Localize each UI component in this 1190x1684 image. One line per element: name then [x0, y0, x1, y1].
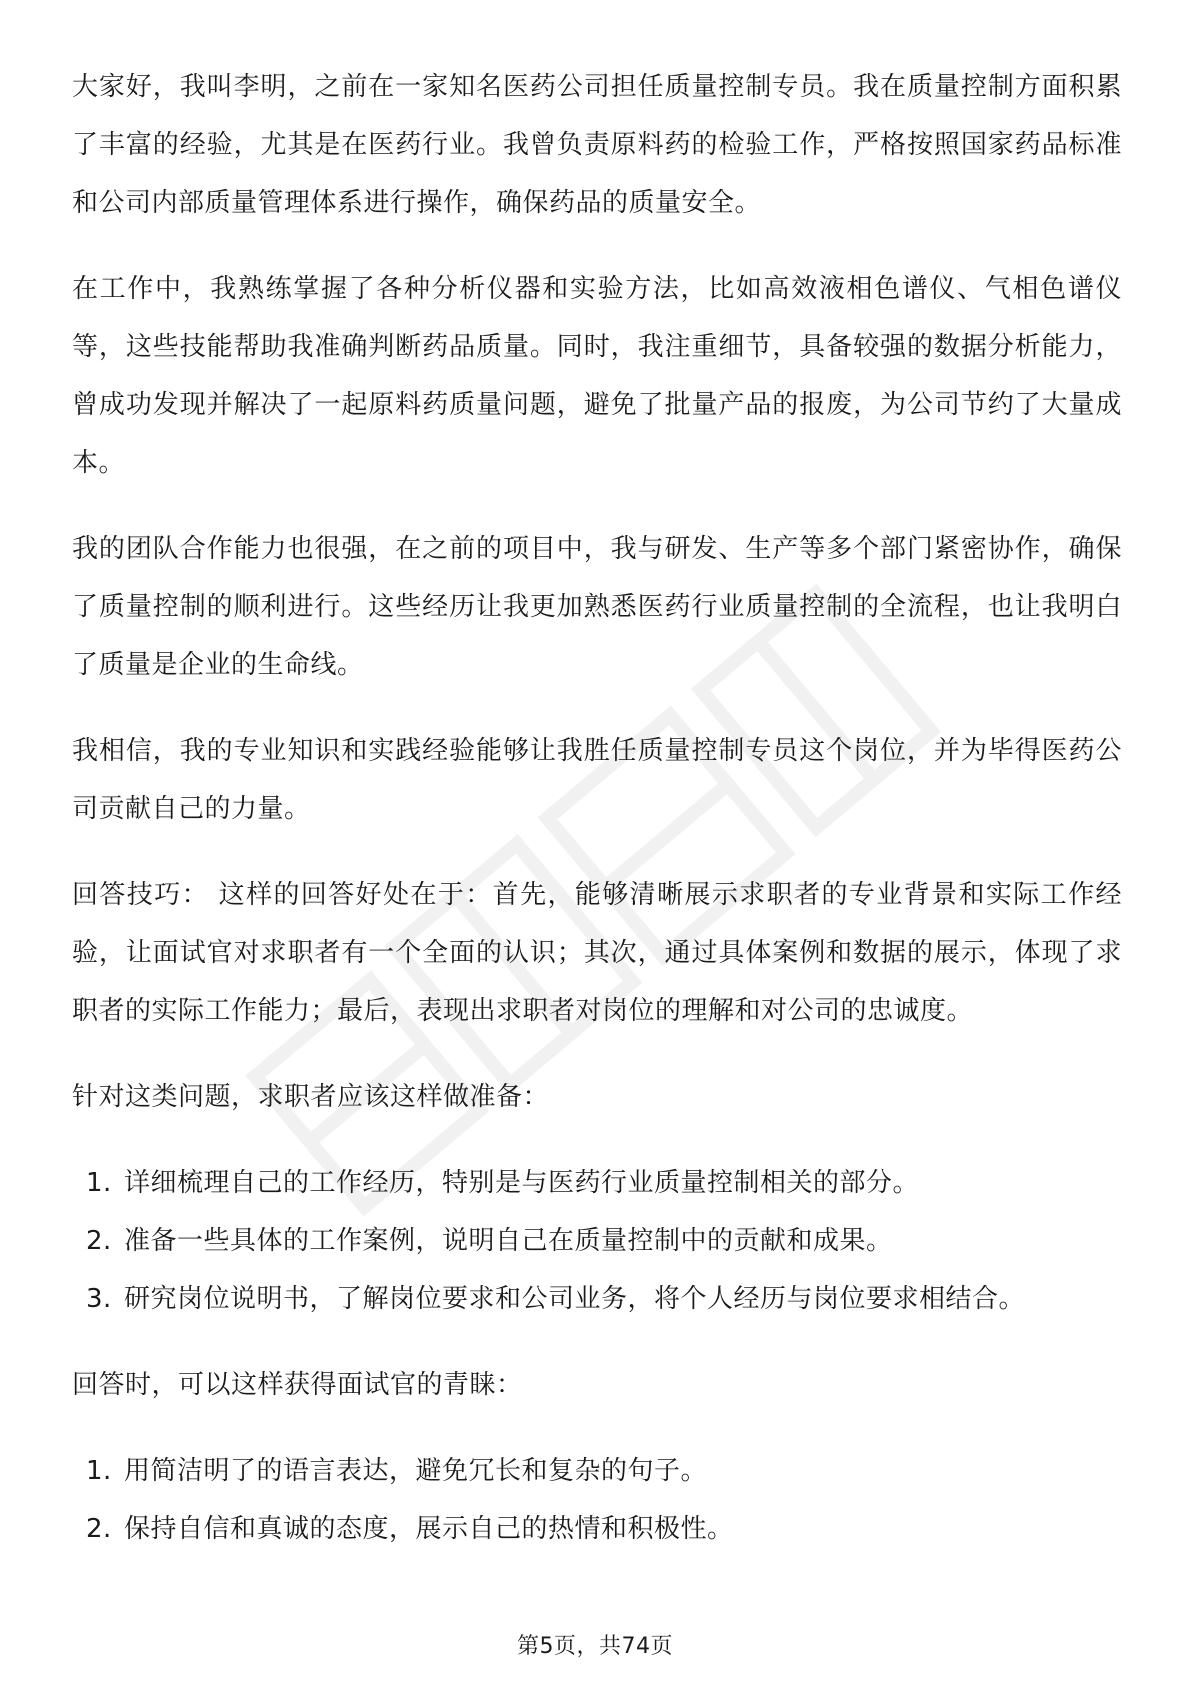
prep-list: [72, 1154, 1122, 1328]
list-item: [72, 1442, 1122, 1500]
list-text: 详细梳理自己的工作经历，特别是与医药行业质量控制相关的部分。: [124, 1168, 920, 1198]
document-body: [72, 58, 1122, 1586]
list-item: [72, 1154, 1122, 1212]
paragraph-conclusion: 我相信，我的专业知识和实践经验能够让我胜任质量控制专员这个岗位，并为毕得医药公司贡献自己的力量。: [72, 736, 1122, 824]
list-number: 2.: [86, 1514, 112, 1544]
list-text: 研究岗位说明书，了解岗位要求和公司业务，将个人经历与岗位要求相结合。: [124, 1284, 1026, 1314]
list-number: 1.: [86, 1456, 112, 1486]
answer-list: [72, 1442, 1122, 1558]
paragraph-prep-intro: 针对这类问题，求职者应该这样做准备：: [72, 1082, 550, 1112]
list-text: 用简洁明了的语言表达，避免冗长和复杂的句子。: [124, 1456, 708, 1486]
paragraph-skills: 在工作中，我熟练掌握了各种分析仪器和实验方法，比如高效液相色谱仪、气相色谱仪等，这些技能帮助我准确判断药品质量。同时，我注重细节，具备较强的数据分析能力，曾成功发现并解决了一起原料药质量问题，避免了批量产品的报废，为公司节约了大量成本。: [72, 274, 1122, 478]
list-text: 保持自信和真诚的态度，展示自己的热情和积极性。: [124, 1514, 734, 1544]
list-item: [72, 1212, 1122, 1270]
list-item: [72, 1270, 1122, 1328]
paragraph-teamwork: 我的团队合作能力也很强，在之前的项目中，我与研发、生产等多个部门紧密协作，确保了质量控制的顺利进行。这些经历让我更加熟悉医药行业质量控制的全流程，也让我明白了质量是企业的生命线。: [72, 534, 1122, 680]
list-item: [72, 1500, 1122, 1558]
page-number-footer: 第5页，共74页: [517, 1634, 673, 1659]
paragraph-answer-tips: 回答技巧： 这样的回答好处在于：首先，能够清晰展示求职者的专业背景和实际工作经验，让面试官对求职者有一个全面的认识；其次，通过具体案例和数据的展示，体现了求职者的实际工作能力；最后，表现出求职者对岗位的理解和对公司的忠诚度。: [72, 880, 1122, 1026]
list-text: 准备一些具体的工作案例，说明自己在质量控制中的贡献和成果。: [124, 1226, 893, 1256]
list-number: 1.: [86, 1168, 112, 1198]
paragraph-intro: 大家好，我叫李明，之前在一家知名医药公司担任质量控制专员。我在质量控制方面积累了丰富的经验，尤其是在医药行业。我曾负责原料药的检验工作，严格按照国家药品标准和公司内部质量管理体系进行操作，确保药品的质量安全。: [72, 72, 1122, 218]
list-number: 2.: [86, 1226, 112, 1256]
paragraph-answer-intro: 回答时，可以这样获得面试官的青睐：: [72, 1370, 523, 1400]
list-number: 3.: [86, 1284, 112, 1314]
